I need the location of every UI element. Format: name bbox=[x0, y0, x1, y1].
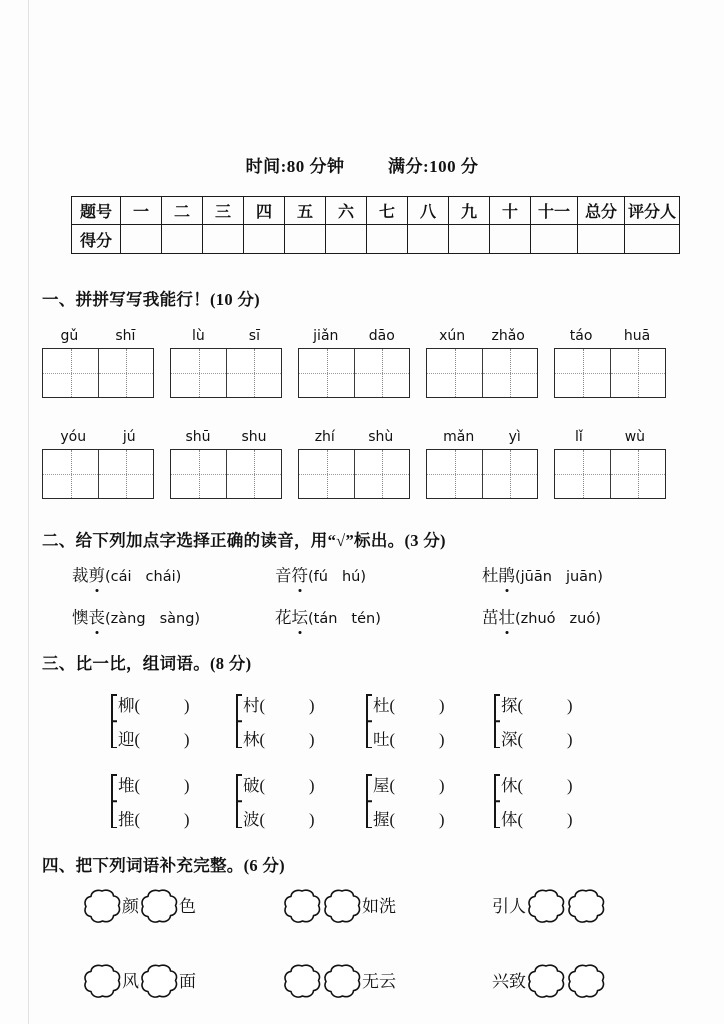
choice-option-b[interactable]: sàng) bbox=[159, 611, 201, 627]
pinyin-choice-item bbox=[72, 562, 181, 586]
writing-grid[interactable] bbox=[298, 449, 410, 499]
idiom-character: 面 bbox=[179, 972, 196, 991]
idiom-item bbox=[492, 963, 606, 1001]
pinyin-group-1-4 bbox=[426, 326, 538, 398]
writing-cell[interactable] bbox=[171, 349, 226, 397]
pinyin-syllable: zhǎo bbox=[491, 328, 525, 344]
idiom-item bbox=[282, 963, 396, 1001]
score-table-col-10: 十 bbox=[490, 197, 531, 225]
pinyin-group-2-1 bbox=[42, 427, 154, 499]
flower-blank-icon[interactable] bbox=[322, 888, 362, 926]
pinyin-syllable: lù bbox=[192, 328, 205, 344]
brace-icon bbox=[490, 774, 500, 828]
pinyin-syllable: shù bbox=[368, 429, 394, 445]
idiom-character: 如洗 bbox=[362, 897, 396, 916]
writing-cell[interactable] bbox=[354, 450, 409, 498]
compare-group bbox=[362, 686, 502, 756]
compare-group bbox=[107, 686, 247, 756]
pinyin-syllable: shu bbox=[241, 429, 267, 445]
dotted-character: 丧 bbox=[89, 604, 106, 628]
compare-lines bbox=[118, 692, 190, 750]
dotted-character: 符 bbox=[292, 562, 309, 586]
compare-line-bottom[interactable]: 林( ) bbox=[243, 730, 315, 749]
score-table-col-6: 六 bbox=[326, 197, 367, 225]
idiom-character: 颜 bbox=[122, 897, 139, 916]
score-table-fill-row bbox=[72, 225, 680, 254]
choice-option-a[interactable]: (tán bbox=[308, 611, 338, 627]
choice-word: 裁剪 bbox=[72, 562, 105, 586]
score-table-col-11: 十一 bbox=[531, 197, 578, 225]
pinyin-syllable: lǐ bbox=[574, 429, 583, 445]
score-table-row-label: 题号 bbox=[72, 197, 121, 225]
flower-blank-icon[interactable] bbox=[282, 963, 322, 1001]
flower-blank-icon[interactable] bbox=[566, 888, 606, 926]
choice-option-a[interactable]: (fú bbox=[308, 569, 328, 585]
writing-cell[interactable] bbox=[555, 450, 610, 498]
brace-icon bbox=[490, 694, 500, 748]
choice-option-a[interactable]: (zàng bbox=[105, 611, 146, 627]
pinyin-choice-row-1 bbox=[42, 562, 682, 588]
writing-grid[interactable] bbox=[170, 449, 282, 499]
score-cell-rater[interactable] bbox=[625, 225, 680, 254]
pinyin-group-1-5 bbox=[554, 326, 666, 398]
compare-line-top[interactable]: 休( ) bbox=[501, 776, 573, 795]
idiom-item bbox=[492, 888, 606, 926]
score-cell-4[interactable] bbox=[244, 225, 285, 254]
pinyin-syllable: huā bbox=[623, 328, 651, 344]
compare-group bbox=[490, 686, 630, 756]
pinyin-syllable: shū bbox=[185, 429, 211, 445]
writing-grid[interactable] bbox=[42, 449, 154, 499]
section-title-2: 二、给下列加点字选择正确的读音，用“√”标出。(3 分) bbox=[42, 531, 446, 550]
pinyin-syllables bbox=[170, 326, 282, 348]
pinyin-syllable: jú bbox=[122, 429, 136, 445]
compare-line-top[interactable]: 杜( ) bbox=[373, 696, 445, 715]
compare-group bbox=[232, 766, 372, 836]
pinyin-choice-item bbox=[482, 562, 603, 586]
compare-line-top[interactable]: 柳( ) bbox=[118, 696, 190, 715]
brace-icon bbox=[232, 694, 242, 748]
choice-option-b[interactable]: hú) bbox=[341, 569, 366, 585]
idiom-character: 引人 bbox=[492, 897, 526, 916]
writing-grid[interactable] bbox=[42, 348, 154, 398]
score-table-col-9: 九 bbox=[449, 197, 490, 225]
choice-options[interactable] bbox=[308, 611, 381, 627]
writing-grid[interactable] bbox=[554, 449, 666, 499]
choice-options[interactable] bbox=[515, 611, 601, 627]
choice-word: 音符 bbox=[275, 562, 308, 586]
score-cell-2[interactable] bbox=[162, 225, 203, 254]
pinyin-syllable: gǔ bbox=[60, 328, 79, 344]
exam-total-score-label: 满分:100 分 bbox=[388, 157, 479, 176]
brace-icon bbox=[362, 774, 372, 828]
score-table-total-label: 总分 bbox=[578, 197, 625, 225]
compare-line-bottom[interactable]: 吐( ) bbox=[373, 730, 445, 749]
writing-cell[interactable] bbox=[610, 450, 665, 498]
compare-lines bbox=[501, 692, 573, 750]
compare-row-2 bbox=[42, 766, 687, 838]
writing-cell[interactable] bbox=[299, 349, 354, 397]
choice-options[interactable] bbox=[515, 569, 603, 585]
pinyin-syllables bbox=[170, 427, 282, 449]
pinyin-choice-item bbox=[72, 604, 200, 628]
pinyin-syllables bbox=[42, 326, 154, 348]
compare-lines bbox=[373, 772, 445, 830]
compare-lines bbox=[373, 692, 445, 750]
brace-icon bbox=[107, 694, 117, 748]
dotted-character: 鹃 bbox=[499, 562, 516, 586]
choice-option-b[interactable]: juān) bbox=[565, 569, 603, 585]
compare-line-bottom[interactable]: 体( ) bbox=[501, 810, 573, 829]
pinyin-group-2-4 bbox=[426, 427, 538, 499]
pinyin-syllable: jiǎn bbox=[313, 328, 339, 344]
pinyin-grid-row-2 bbox=[42, 427, 682, 499]
pinyin-syllable: wù bbox=[624, 429, 646, 445]
pinyin-syllable: dāo bbox=[368, 328, 395, 344]
pinyin-syllable: sī bbox=[248, 328, 260, 344]
flower-blank-icon[interactable] bbox=[82, 963, 122, 1001]
writing-grid[interactable] bbox=[554, 348, 666, 398]
exam-time-label: 时间:80 分钟 bbox=[245, 157, 345, 176]
idiom-item bbox=[82, 888, 196, 926]
compare-lines bbox=[118, 772, 190, 830]
flower-blank-icon[interactable] bbox=[526, 888, 566, 926]
idiom-character: 色 bbox=[179, 897, 196, 916]
pinyin-choice-item bbox=[275, 562, 366, 586]
flower-blank-icon[interactable] bbox=[139, 963, 179, 1001]
score-cell-10[interactable] bbox=[490, 225, 531, 254]
pinyin-syllable: mǎn bbox=[443, 429, 475, 445]
pinyin-syllable: zhí bbox=[314, 429, 335, 445]
choice-word: 茁壮 bbox=[482, 604, 515, 628]
writing-cell[interactable] bbox=[427, 349, 482, 397]
pinyin-grid-row-1 bbox=[42, 326, 682, 398]
choice-options[interactable] bbox=[105, 569, 181, 585]
dotted-character: 坛 bbox=[292, 604, 309, 628]
compare-group bbox=[232, 686, 372, 756]
writing-cell[interactable] bbox=[226, 450, 281, 498]
pinyin-group-2-2 bbox=[170, 427, 282, 499]
writing-grid[interactable] bbox=[426, 449, 538, 499]
score-table-col-4: 四 bbox=[244, 197, 285, 225]
writing-cell[interactable] bbox=[299, 450, 354, 498]
pinyin-choice-item bbox=[482, 604, 601, 628]
score-cell-total[interactable] bbox=[578, 225, 625, 254]
pinyin-group-2-3 bbox=[298, 427, 410, 499]
pinyin-syllables bbox=[426, 326, 538, 348]
choice-option-b[interactable]: tén) bbox=[351, 611, 381, 627]
choice-option-a[interactable]: (zhuó bbox=[515, 611, 556, 627]
pinyin-syllable: xún bbox=[439, 328, 466, 344]
pinyin-syllables bbox=[426, 427, 538, 449]
score-cell-8[interactable] bbox=[408, 225, 449, 254]
score-table-header-row bbox=[72, 197, 680, 225]
score-cell-3[interactable] bbox=[203, 225, 244, 254]
compare-group bbox=[490, 766, 630, 836]
score-cell-11[interactable] bbox=[531, 225, 578, 254]
compare-line-bottom[interactable]: 波( ) bbox=[243, 810, 315, 829]
pinyin-group-1-3 bbox=[298, 326, 410, 398]
score-table bbox=[71, 196, 676, 254]
compare-line-bottom[interactable]: 握( ) bbox=[373, 810, 445, 829]
pinyin-syllable: yì bbox=[508, 429, 521, 445]
compare-line-top[interactable]: 村( ) bbox=[243, 696, 315, 715]
flower-blank-icon[interactable] bbox=[82, 888, 122, 926]
idiom-item bbox=[282, 888, 396, 926]
pinyin-syllables bbox=[42, 427, 154, 449]
compare-lines bbox=[243, 772, 315, 830]
flower-blank-icon[interactable] bbox=[322, 963, 362, 1001]
compare-row-1 bbox=[42, 686, 687, 758]
writing-cell[interactable] bbox=[427, 450, 482, 498]
idiom-character: 兴致 bbox=[492, 972, 526, 991]
score-cell-5[interactable] bbox=[285, 225, 326, 254]
pinyin-choice-item bbox=[275, 604, 381, 628]
idiom-row-2 bbox=[42, 963, 687, 1011]
compare-group bbox=[362, 766, 502, 836]
score-table-col-5: 五 bbox=[285, 197, 326, 225]
exam-meta bbox=[0, 152, 724, 177]
writing-cell[interactable] bbox=[482, 349, 537, 397]
dotted-character: 剪 bbox=[89, 562, 106, 586]
brace-icon bbox=[232, 774, 242, 828]
compare-line-bottom[interactable]: 迎( ) bbox=[118, 730, 190, 749]
choice-option-a[interactable]: (jūān bbox=[515, 569, 552, 585]
writing-cell[interactable] bbox=[43, 349, 98, 397]
pinyin-syllables bbox=[554, 326, 666, 348]
choice-word: 杜鹃 bbox=[482, 562, 515, 586]
writing-cell[interactable] bbox=[98, 450, 153, 498]
writing-grid[interactable] bbox=[426, 348, 538, 398]
score-table-col-2: 二 bbox=[162, 197, 203, 225]
dotted-character: 壮 bbox=[499, 604, 516, 628]
compare-line-top[interactable]: 探( ) bbox=[501, 696, 573, 715]
score-cell-6[interactable] bbox=[326, 225, 367, 254]
writing-cell[interactable] bbox=[482, 450, 537, 498]
writing-cell[interactable] bbox=[98, 349, 153, 397]
writing-cell[interactable] bbox=[610, 349, 665, 397]
score-cell-1[interactable] bbox=[121, 225, 162, 254]
score-table-row-label: 得分 bbox=[72, 225, 121, 254]
compare-line-top[interactable]: 屋( ) bbox=[373, 776, 445, 795]
pinyin-group-1-1 bbox=[42, 326, 154, 398]
score-table-col-7: 七 bbox=[367, 197, 408, 225]
writing-cell[interactable] bbox=[43, 450, 98, 498]
writing-cell[interactable] bbox=[555, 349, 610, 397]
brace-icon bbox=[107, 774, 117, 828]
compare-group bbox=[107, 766, 247, 836]
compare-lines bbox=[501, 772, 573, 830]
compare-line-bottom[interactable]: 推( ) bbox=[118, 810, 190, 829]
compare-line-bottom[interactable]: 深( ) bbox=[501, 730, 573, 749]
pinyin-syllables bbox=[298, 427, 410, 449]
compare-line-top[interactable]: 破( ) bbox=[243, 776, 315, 795]
pinyin-choice-row-2 bbox=[42, 604, 682, 630]
choice-option-b[interactable]: zuó) bbox=[569, 611, 601, 627]
choice-word: 花坛 bbox=[275, 604, 308, 628]
section-title-4: 四、把下列词语补充完整。(6 分) bbox=[42, 856, 285, 875]
writing-cell[interactable] bbox=[354, 349, 409, 397]
flower-blank-icon[interactable] bbox=[566, 963, 606, 1001]
choice-options[interactable] bbox=[308, 569, 366, 585]
section-title-1: 一、拼拼写写我能行！(10 分) bbox=[42, 290, 260, 309]
choice-word: 懊丧 bbox=[72, 604, 105, 628]
choice-options[interactable] bbox=[105, 611, 200, 627]
pinyin-syllable: shī bbox=[115, 328, 136, 344]
pinyin-syllable: yóu bbox=[60, 429, 87, 445]
pinyin-syllables bbox=[554, 427, 666, 449]
flower-blank-icon[interactable] bbox=[282, 888, 322, 926]
idiom-character: 风 bbox=[122, 972, 139, 991]
idiom-character: 无云 bbox=[362, 972, 396, 991]
brace-icon bbox=[362, 694, 372, 748]
flower-blank-icon[interactable] bbox=[139, 888, 179, 926]
compare-lines bbox=[243, 692, 315, 750]
score-table-col-3: 三 bbox=[203, 197, 244, 225]
score-table-col-1: 一 bbox=[121, 197, 162, 225]
pinyin-group-2-5 bbox=[554, 427, 666, 499]
score-cell-7[interactable] bbox=[367, 225, 408, 254]
score-table-col-8: 八 bbox=[408, 197, 449, 225]
idiom-item bbox=[82, 963, 196, 1001]
pinyin-syllable: táo bbox=[569, 328, 593, 344]
writing-grid[interactable] bbox=[298, 348, 410, 398]
writing-cell[interactable] bbox=[226, 349, 281, 397]
writing-cell[interactable] bbox=[171, 450, 226, 498]
writing-grid[interactable] bbox=[170, 348, 282, 398]
section-title-3: 三、比一比，组词语。(8 分) bbox=[42, 654, 252, 673]
pinyin-group-1-2 bbox=[170, 326, 282, 398]
choice-option-a[interactable]: (cái bbox=[105, 569, 132, 585]
flower-blank-icon[interactable] bbox=[526, 963, 566, 1001]
compare-line-top[interactable]: 堆( ) bbox=[118, 776, 190, 795]
pinyin-syllables bbox=[298, 326, 410, 348]
score-table-rater-label: 评分人 bbox=[625, 197, 680, 225]
idiom-row-1 bbox=[42, 888, 687, 936]
score-cell-9[interactable] bbox=[449, 225, 490, 254]
choice-option-b[interactable]: chái) bbox=[145, 569, 182, 585]
